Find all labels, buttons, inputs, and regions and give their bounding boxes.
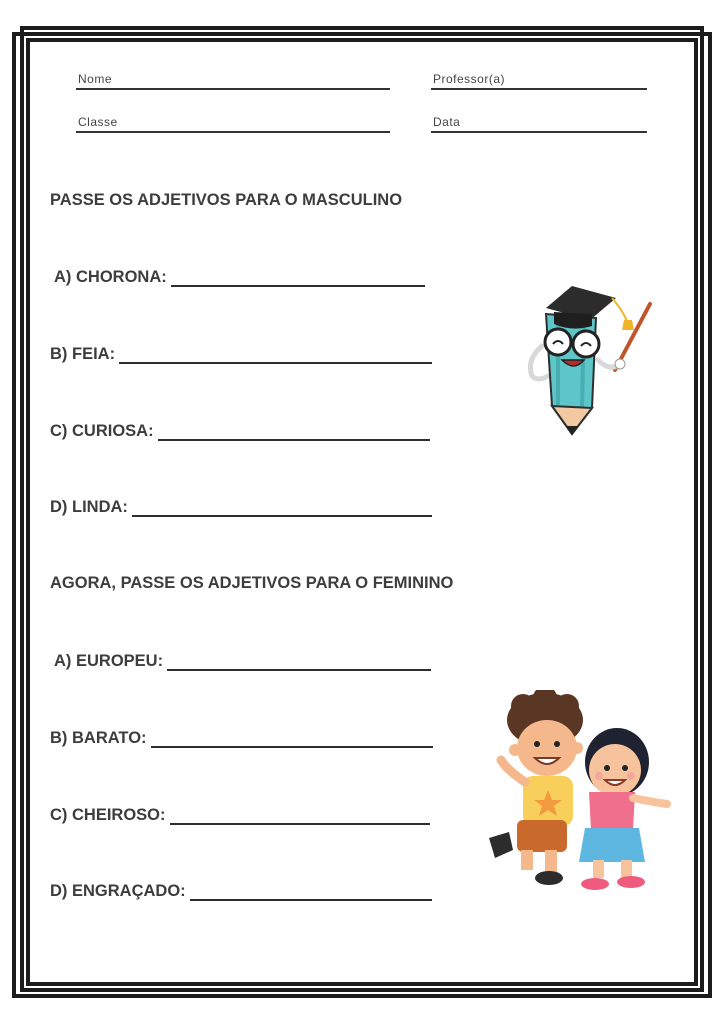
section-2-title: AGORA, PASSE OS ADJETIVOS PARA O FEMININO: [50, 574, 454, 592]
name-line: [76, 88, 390, 90]
exercise-item: [50, 422, 430, 441]
name-field[interactable]: [76, 72, 390, 90]
teacher-field[interactable]: [431, 72, 647, 90]
exercise-item: [50, 882, 432, 901]
answer-line[interactable]: [119, 348, 432, 364]
answer-line[interactable]: [171, 271, 425, 287]
class-line: [76, 131, 390, 133]
item-label: D) LINDA:: [50, 498, 128, 516]
answer-line[interactable]: [170, 809, 430, 825]
exercise-item: [50, 498, 432, 517]
pencil-teacher-icon: [520, 268, 660, 440]
class-field[interactable]: [76, 115, 390, 133]
answer-line[interactable]: [167, 655, 431, 671]
exercise-item: [54, 652, 431, 671]
exercise-item: [50, 806, 430, 825]
exercise-item: [54, 268, 425, 287]
answer-line[interactable]: [151, 732, 433, 748]
teacher-label: Professor(a): [433, 72, 506, 86]
item-label: C) CURIOSA:: [50, 422, 154, 440]
class-label: Classe: [78, 115, 118, 129]
teacher-line: [431, 88, 647, 90]
name-label: Nome: [78, 72, 113, 86]
exercise-item: [50, 345, 432, 364]
item-label: B) FEIA:: [50, 345, 116, 363]
date-field[interactable]: [431, 115, 647, 133]
item-label: B) BARATO:: [50, 729, 147, 747]
item-label: D) ENGRAÇADO:: [50, 882, 186, 900]
exercise-item: [50, 729, 433, 748]
children-icon: [485, 690, 675, 896]
answer-line[interactable]: [158, 425, 430, 441]
item-label: A) CHORONA:: [54, 268, 167, 286]
answer-line[interactable]: [132, 501, 432, 517]
item-label: C) CHEIROSO:: [50, 806, 166, 824]
date-label: Data: [433, 115, 461, 129]
item-label: A) EUROPEU:: [54, 652, 164, 670]
date-line: [431, 131, 647, 133]
section-1-title: PASSE OS ADJETIVOS PARA O MASCULINO: [50, 191, 403, 209]
answer-line[interactable]: [190, 885, 432, 901]
